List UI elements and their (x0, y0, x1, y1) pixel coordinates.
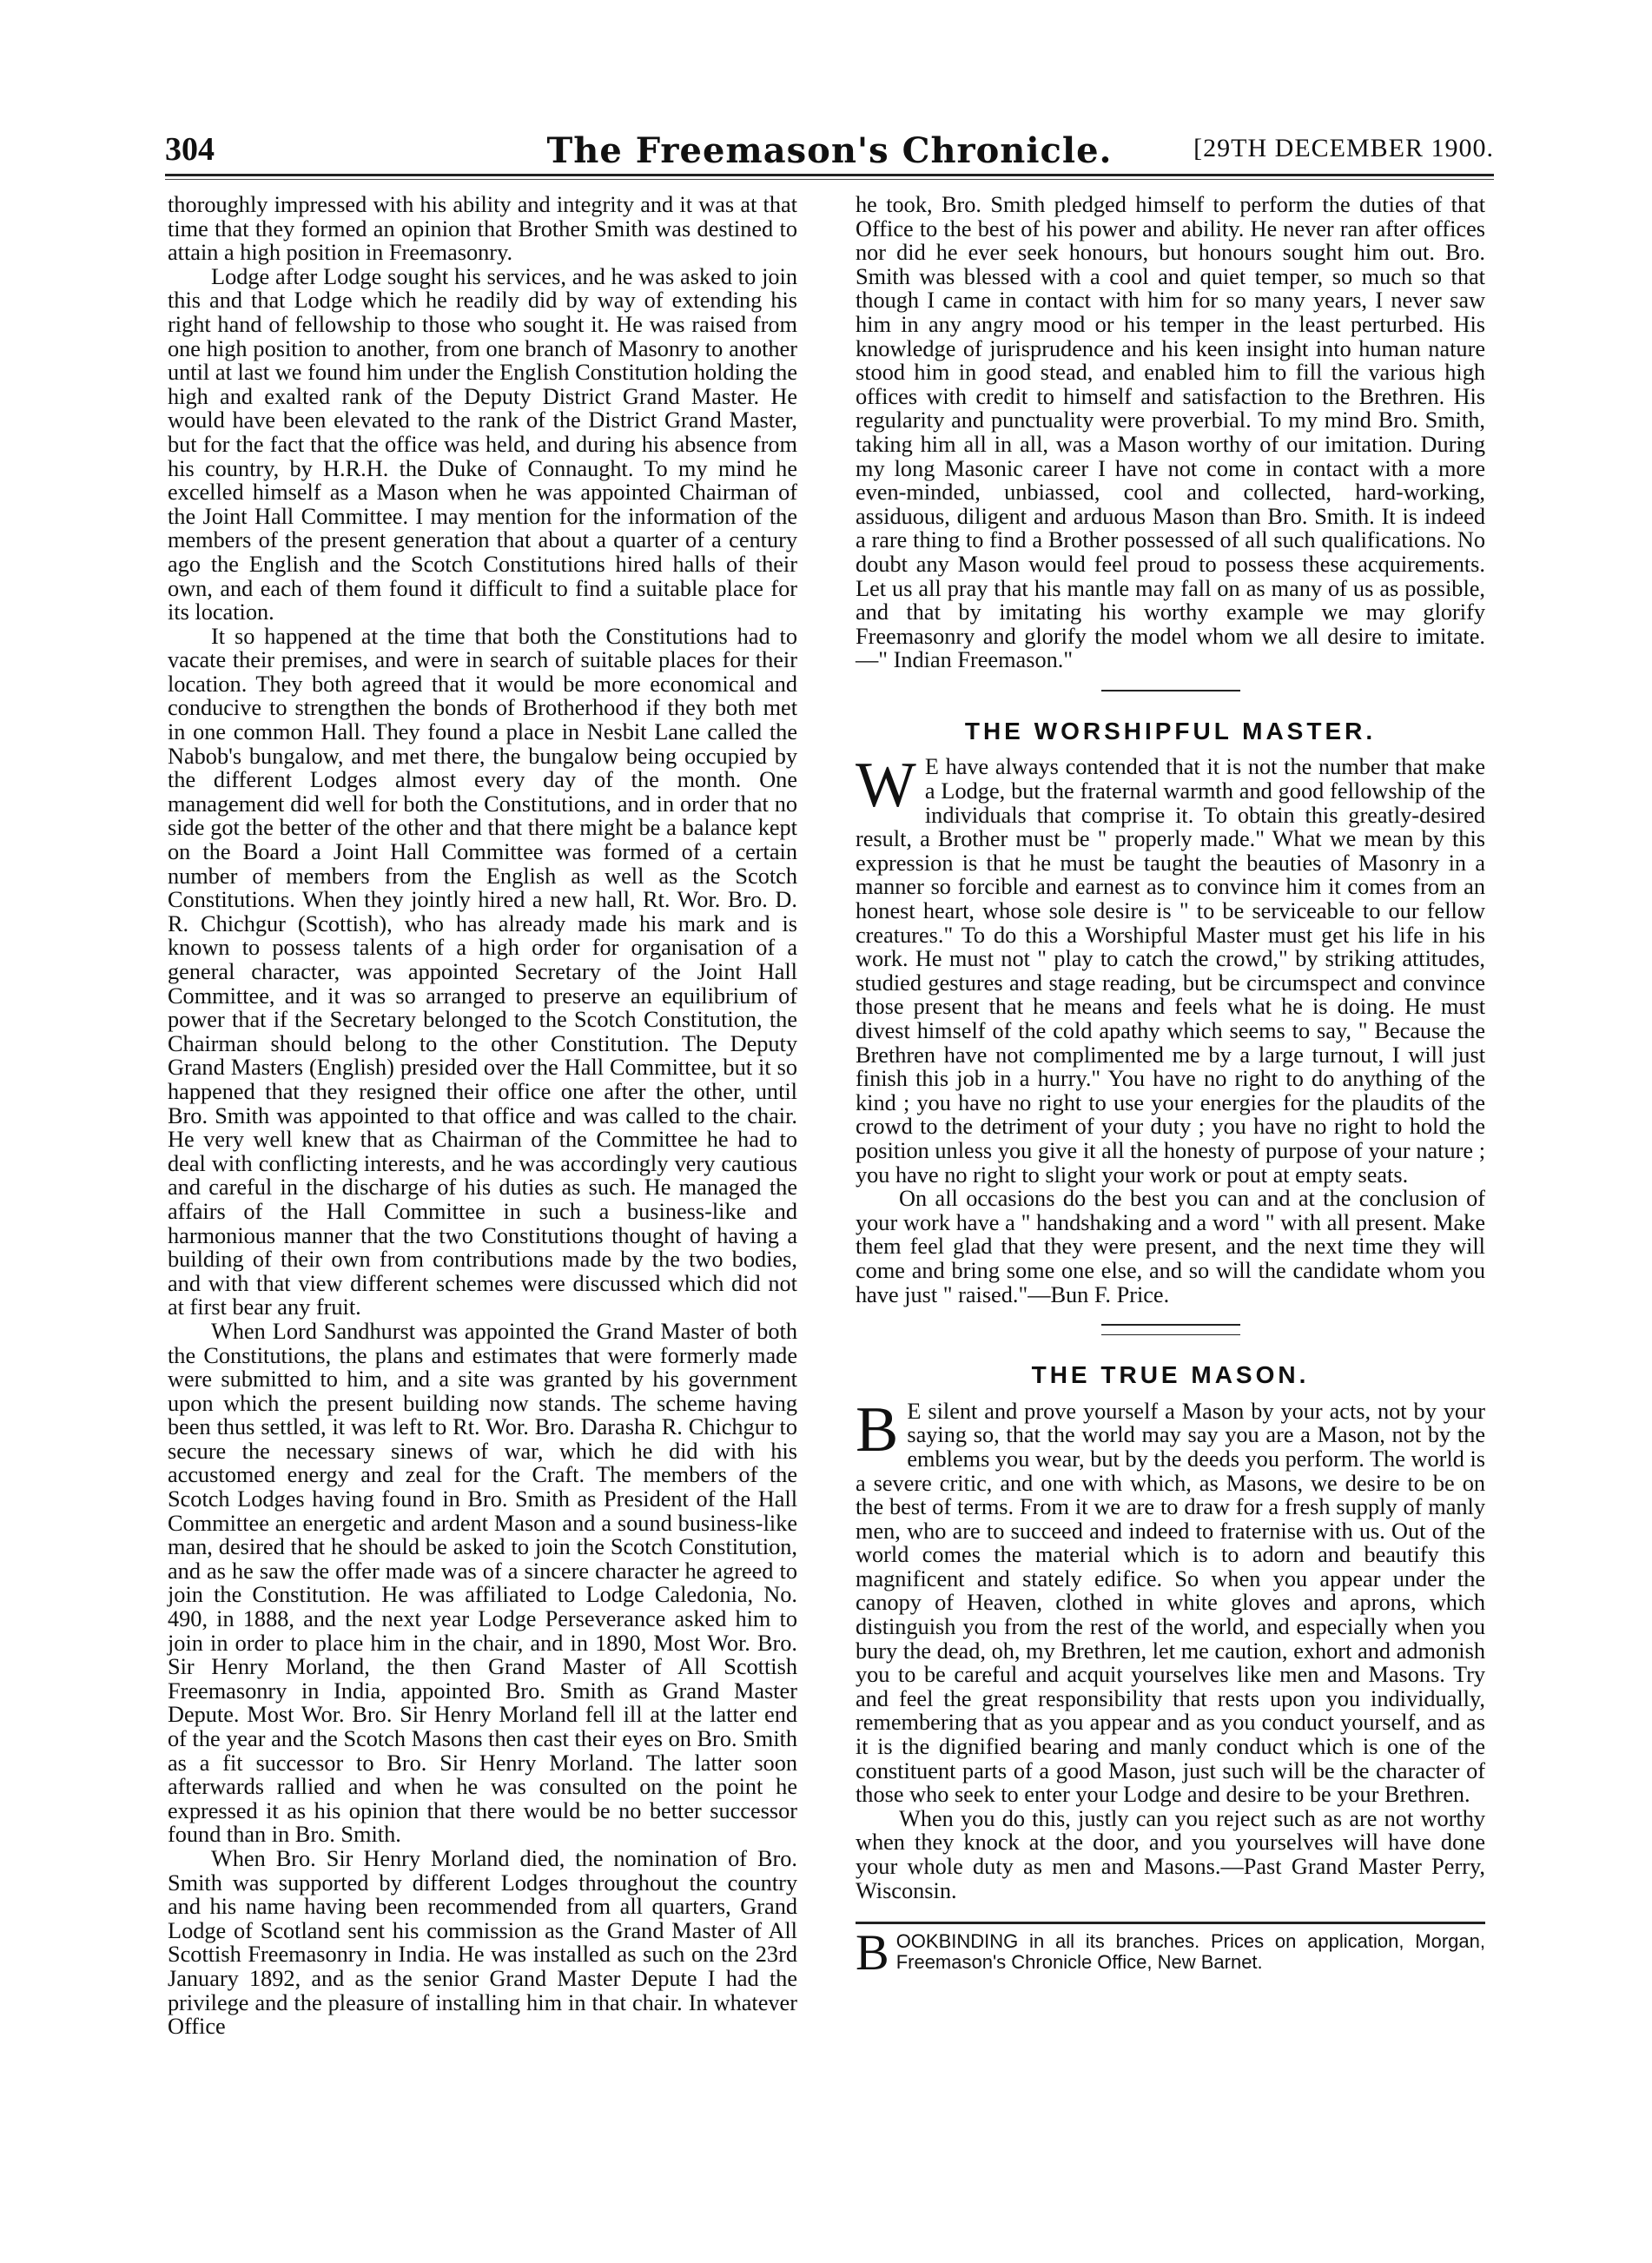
paragraph: When Bro. Sir Henry Morland died, the nomination of Bro. Smith was supported by different Lodges throughout the country and his name having been recommended from all quarters, Grand Lodge of Scotland sent his commission as the Grand Master of All Scottish Freemasonry in India. He was installed as such on the 23rd January 1892, and as the senior Grand Master Depute I had the privilege and the pleasure of installing him in that chair. In whatever Office (168, 1845, 797, 2040)
advert-rule (856, 1922, 1485, 1924)
paragraph: Lodge after Lodge sought his services, and he was asked to join this and that Lodge which he readily did by way of extending his right hand of fellowship to those who sought it. He was raised from one high position to another, from one branch of Masonry to another until at last we found him under the English Constitution holding the high and exalted rank of the Deputy District Grand Master. He would have been elevated to the rank of the District Grand Master, but for the fact that the office was held, and during his absence from his country, by H.R.H. the Duke of Connaught. To my mind he excelled himself as a Mason when he was appointed Chairman of the Joint Hall Committee. I may mention for the information of the members of the present generation that about a quarter of a century ago the English and the Scotch Constitutions hired halls of their own, and each of them found it difficult to find a suitable place for its location. (168, 263, 797, 625)
header-rule (165, 174, 1494, 176)
paragraph: he took, Bro. Smith pledged himself to perform the duties of that Office to the best of his power and ability. He never ran after offices nor did he ever seek honours, but honours sought him out. Bro. Smith was blessed with a cool and quiet temper, so much so that though I came in contact with him for so many years, I never saw him in any angry mood or his temper in the least perturbed. His knowledge of jurisprudence and his keen insight into human nature stood him in good stead, and enabled him to fill the various high offices with credit to himself and satisfaction to the Brethren. His regularity and punctuality were proverbial. To my mind Bro. Smith, taking him all in all, was a Mason worthy of our imitation. During my long Masonic career I have not come in contact with a more even-minded, unbiassed, cool and collected, hard-working, assiduous, diligent and arduous Mason than Bro. Smith. It is indeed a rare thing to find a Brother possessed of all such qualifications. No doubt any Mason would feel proud to possess these acquirements. Let us all pray that his mantle may fall on as many of us as possible, and that by imitating his worthy example we may glorify Freemasonry and glorify the model whom we all desire to imitate.—" Indian Freemason." (856, 192, 1485, 673)
article-paragraph (856, 1393, 1485, 1808)
article-text: E have always contended that it is not the number that make a Lodge, but the fraternal warmth and good fellowship of the individuals that comprise it. To obtain this greatly-desired result, a Brother must be " properly made." What we mean by this expression is that he must be taught the beauties of Masonry in a manner so forcible and earnest as to convince him it comes from an honest heart, whose sole desire is " to be serviceable to our fellow creatures." To do this a Worshipful Master must get his life in his work. He must not " play to catch the crowd," by striking attitudes, studied gestures and stage reading, but be circumspect and convince those present that he means and feels what he is doing. He must divest himself of the cold apathy which seems to say, " Because the Brethren have not complimented me by a large turnout, I will just finish this job in a hurry." You have no right to do anything of the kind ; you have no right to use your energies for the plaudits of the crowd to the detriment of your duty ; you have no right to hold the position unless you give it all the honesty of purpose of your nature ; you have no right to slight your work or pout at empty seats. (856, 754, 1485, 1188)
article-title-worshipful-master: THE WORSHIPFUL MASTER. (964, 717, 1377, 744)
right-column (856, 192, 1485, 1982)
section-divider-thin (1101, 1334, 1240, 1335)
paragraph: It so happened at the time that both the Constitutions had to vacate their premises, and were in search of suitable places for their location. They both agreed that it would be more economical and conducive to strengthen the bonds of Brotherhood if they both met in one common Hall. They found a place in Nesbit Lane called the Nabob's bungalow, and met there, the bungalow being occupied by the different Lodges almost every day of the month. One management did well for both the Constitutions, and in order that no side got the better of the other and that there might be a balance kept on the Board a Joint Hall Committee was formed of a certain number of members from the English as well as the Scotch Constitutions. When they jointly hired a new hall, Rt. Wor. Bro. D. R. Chichgur (Scottish), who has already made his mark and is known to possess talents of a high order for organisation of a general character, was appointed Secretary of the Joint Hall Committee, and it was so arranged to preserve an equilibrium of power that if the Secretary belonged to the Scotch Constitution, the Chairman should belong to the other Constitution. The Deputy Grand Masters (English) presided over the Hall Committee, but it so happened that they resigned their office one after the other, until Bro. Smith was appointed to that office and was called to the chair. He very well knew that as Chairman of the Committee he had to deal with conflicting interests, and he was accordingly very cautious and careful in the discharge of his duties as such. He managed the affairs of the Hall Committee in such a business-like and harmonious manner that the two Constitutions thought of having a building of their own from contributions made by the two bodies, and with that view different schemes were discussed which did not at first bear any fruit. (168, 623, 797, 1320)
article-paragraph: On all occasions do the best you can and at the conclusion of your work have a " handshaking and a word " with all present. Make them feel glad that they were present, and the next time they will come and bring some one else, and so will the candidate whom you have just " raised."—Bun F. Price. (856, 1186, 1485, 1307)
article-paragraph (856, 750, 1485, 1188)
page-number: 304 (165, 131, 215, 168)
drop-cap: B (856, 1924, 889, 1982)
article-paragraph: When you do this, justly can you reject such as are not worthy when they knock at the door, and you yourselves will have done your whole duty as men and Masons.—Past Grand Master Perry, Wisconsin. (856, 1805, 1485, 1903)
advert-text: OOKBINDING in all its branches. Prices on application, Morgan, Freemason's Chronicle Office, New Barnet. (895, 1930, 1485, 1974)
section-divider (1101, 690, 1240, 691)
drop-cap: W (856, 750, 916, 822)
paragraph: thoroughly impressed with his ability and integrity and it was at that time that they formed an opinion that Brother Smith was destined to attain a high position in Freemasonry. (168, 192, 797, 266)
left-column (168, 193, 797, 2039)
bookbinding-advert (856, 1924, 1485, 1982)
paragraph: When Lord Sandhurst was appointed the Grand Master of both the Constitutions, the plans and estimates that were formerly made were submitted to him, and a site was granted by his government upon which the present building now stands. The scheme having been thus settled, it was left to Rt. Wor. Bro. Darasha R. Chichgur to secure the necessary sinews of war, which he did with his accustomed energy and zeal for the Craft. The members of the Scotch Lodges having found in Bro. Smith as President of the Hall Committee an energetic and ardent Mason and a sound business-like man, desired that he should be asked to join the Scotch Constitution, and as he saw the offer made was of a sincere character he agreed to join the Constitution. He was affiliated to Lodge Caledonia, No. 490, in 1888, and the next year Lodge Perseverance asked him to join in order to place him in the chair, and in 1890, Most Wor. Bro. Sir Henry Morland, the then Grand Master of All Scottish Freemasonry in India, appointed Bro. Smith as Grand Master Depute. Most Wor. Bro. Sir Henry Morland fell ill at the latter end of the year and the Scotch Masons then cast their eyes on Bro. Smith as a fit successor to Bro. Sir Henry Morland. The latter soon afterwards rallied and when he was consulted on the point he expressed it as his opinion that there would be no better successor found than in Bro. Smith. (168, 1318, 797, 1848)
masthead-title: The Freemason's Chronicle. (546, 130, 1113, 171)
article-text: E silent and prove yourself a Mason by your acts, not by your saying so, that the world may say you are a Mason, not by the emblems you wear, but by the deeds you perform. The world is a severe critic, and one with which, as Masons, we desire to be on the best of terms. From it we are to draw for a fresh supply of manly men, who are to succeed and indeed to fraternise with us. Out of the world comes the material which is to adorn and beautify this magnificent and stately edifice. So when you appear under the canopy of Heaven, clothed in white gloves and aprons, which distinguish you from the rest of the world, and especially when you bury the dead, oh, my Brethren, let me caution, exhort and admonish you to be careful and acquit yourselves like men and Masons. Try and feel the great responsibility that rests upon you individually, remembering that as you appear and as you conduct yourself, and as it is the dignified bearing and manly conduct which is one of the constituent parts of a good Mason, just such will be the character of those who seek to enter your Lodge and desire to be your Brethren. (856, 1398, 1485, 1808)
article-title-true-mason: THE TRUE MASON. (1031, 1361, 1310, 1389)
drop-cap: B (856, 1393, 899, 1466)
page-header (165, 130, 1494, 170)
header-rule-thin (165, 179, 1494, 180)
issue-date: [29TH DECEMBER 1900. (1193, 134, 1494, 162)
section-divider (1101, 1324, 1240, 1326)
